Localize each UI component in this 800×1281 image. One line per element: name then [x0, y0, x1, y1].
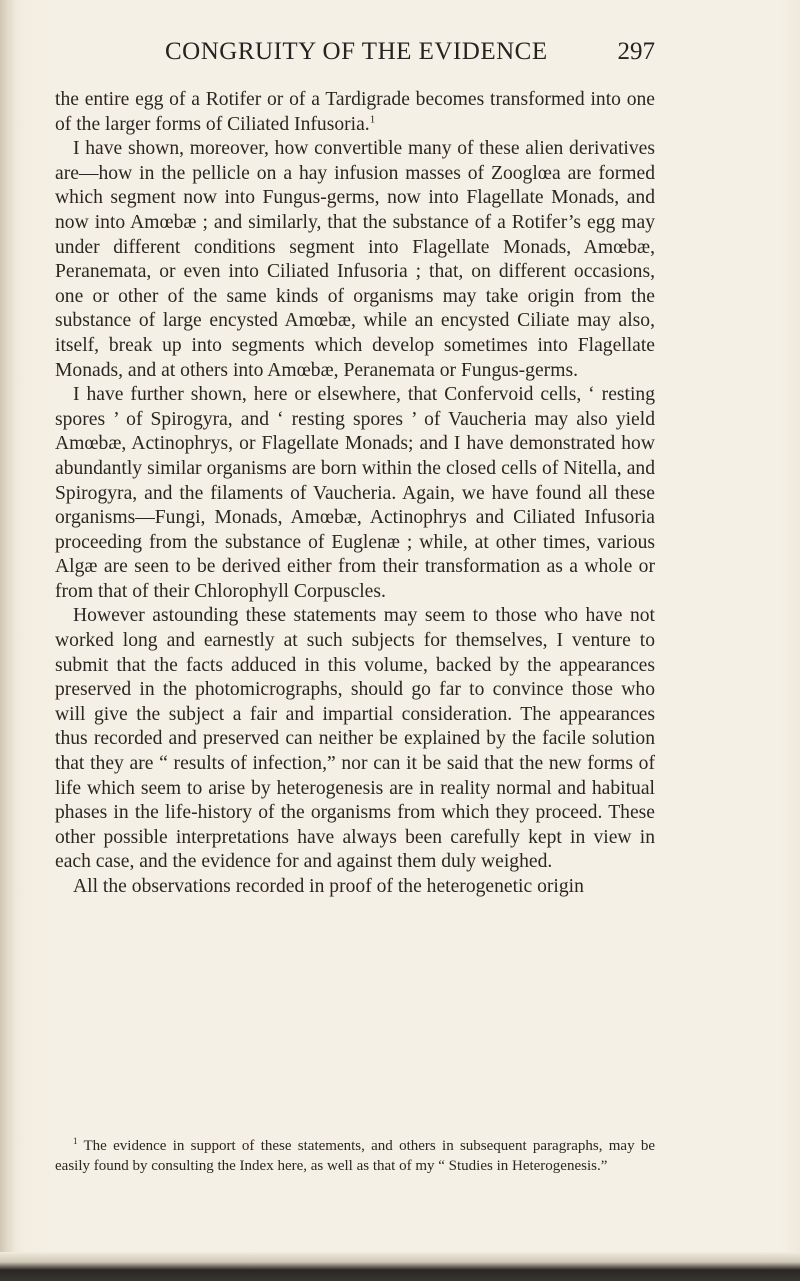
paragraph: I have shown, moreover, how convertible many of these alien derivatives are—how in the pellicle on a hay infusion masses of Zooglœa are formed which segment now into Fungus-germs, now into Flagellate Monads, and now into Amœbæ ; and similarly, that the substance of a Rotifer’s egg may under different conditions segment into Flagellate Monads, Amœbæ, Peranemata, or even into Ciliated Infusoria ; that, on different occasions, one or other of the same kinds of organisms may take origin from the substance of large encysted Amœbæ, while an encysted Ciliate may also, itself, break up into segments which develop sometimes into Flagellate Monads, and at others into Amœbæ, Peranemata or Fungus-germs. — [55, 138, 655, 381]
footnote-text: The evidence in support of these statements, and others in subsequent paragraphs, may be easily found by consulting the Index here, as well as that of my “ Studies in Heterogenesis.” — [55, 1138, 656, 1174]
page-number: 297 — [617, 38, 655, 65]
footnote-reference: 1 — [369, 113, 376, 126]
page-binding-edge — [0, 0, 14, 1281]
paragraph-text: the entire egg of a Rotifer or of a Tardigrade becomes transformed into one of the larger forms of Ciliated Infusoria. — [55, 89, 655, 135]
running-head — [165, 38, 655, 78]
page-bottom-edge — [0, 1252, 800, 1281]
footnote-marker: 1 — [73, 1136, 78, 1146]
paragraph: I have further shown, here or elsewhere, that Confervoid cells, ‘ resting spores ’ of Spirogyra, and ‘ resting spores ’ of Vaucheria may also yield Amœbæ, Actinophrys, or Flagellate Monads; and I have demonstrated how abundantly similar organisms are born within the closed cells of Nitella, and Spirogyra, and the filaments of Vaucheria. Again, we have found all these organisms—Fungi, Monads, Amœbæ, Actinophrys and Ciliated Infusoria proceeding from the substance of Euglenæ ; while, at other times, various Algæ are seen to be derived either from their transformation as a whole or from that of their Chlorophyll Corpuscles. — [55, 384, 655, 602]
footnote — [55, 1137, 655, 1176]
paragraph-continued — [55, 88, 655, 137]
running-title: CONGRUITY OF THE EVIDENCE — [165, 38, 548, 65]
paragraph: However astounding these statements may seem to those who have not worked long and earnestly at such subjects for themselves, I venture to submit that the facts adduced in this volume, backed by the appearances preserved in the photomicrographs, should go far to convince those who will give the subject a fair and impartial consideration. The appearances thus recorded and preserved can neither be explained by the facile solution that they are “ results of infection,” nor can it be said that the new forms of life which seem to arise by heterogenesis are in reality normal and habitual phases in the life-history of the organisms from which they proceed. These other possible interpretations have always been carefully kept in view in each case, and the evidence for and against them duly weighed. — [55, 605, 655, 873]
body-text — [55, 88, 655, 900]
paragraph: All the observations recorded in proof of the heterogenetic origin — [73, 876, 584, 897]
